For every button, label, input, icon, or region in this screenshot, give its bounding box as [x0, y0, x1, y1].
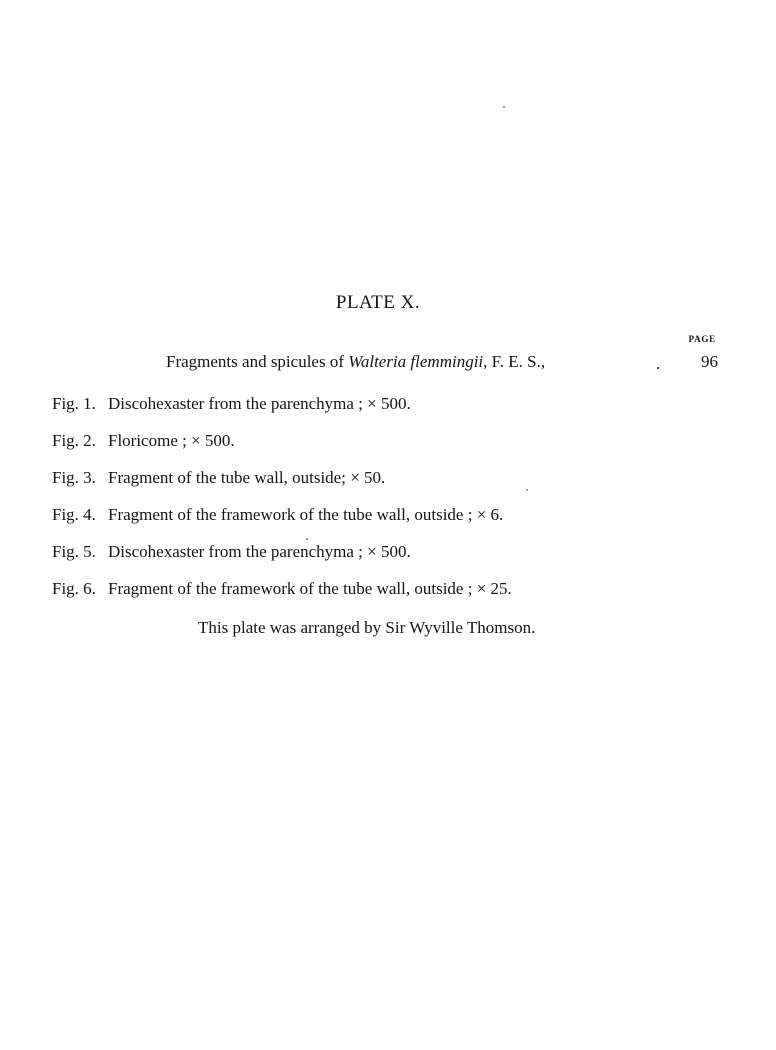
figure-item	[52, 431, 512, 468]
figure-label: Fig. 2.	[52, 431, 96, 450]
figure-item	[52, 394, 512, 431]
figure-item	[52, 542, 512, 579]
figure-item	[52, 468, 512, 505]
paper-speck	[503, 106, 505, 108]
figure-label: Fig. 1.	[52, 394, 96, 413]
figure-caption: Discohexaster from the parenchyma ; × 500.	[108, 394, 411, 413]
figure-caption: Fragment of the framework of the tube wall, outside ; × 25.	[108, 579, 512, 598]
species-name: Walteria flemmingii	[348, 352, 484, 371]
leader-dot: .	[656, 354, 661, 373]
page-number: 96	[701, 352, 718, 371]
figure-label: Fig. 5.	[52, 542, 96, 561]
figure-caption: Discohexaster from the parenchyma ; × 500.	[108, 542, 411, 561]
figure-list	[52, 394, 512, 616]
figure-label: Fig. 3.	[52, 468, 96, 487]
paper-speck	[526, 489, 528, 491]
summary-prefix: Fragments and spicules of	[166, 352, 344, 371]
figure-item	[52, 579, 512, 616]
figure-caption: Fragment of the tube wall, outside; × 50.	[108, 468, 386, 487]
plate-summary	[166, 352, 545, 372]
page-column-heading: PAGE	[688, 334, 716, 344]
figure-caption: Floricome ; × 500.	[108, 431, 235, 450]
figure-caption: Fragment of the framework of the tube wall, outside ; × 6.	[108, 505, 504, 524]
figure-item	[52, 505, 512, 542]
plate-title: PLATE X.	[335, 292, 421, 313]
figure-label: Fig. 4.	[52, 505, 96, 524]
summary-suffix: , F. E. S.,	[483, 352, 546, 371]
figure-label: Fig. 6.	[52, 579, 96, 598]
paper-speck	[306, 538, 308, 540]
plate-credit: This plate was arranged by Sir Wyville Thomson.	[198, 618, 536, 637]
